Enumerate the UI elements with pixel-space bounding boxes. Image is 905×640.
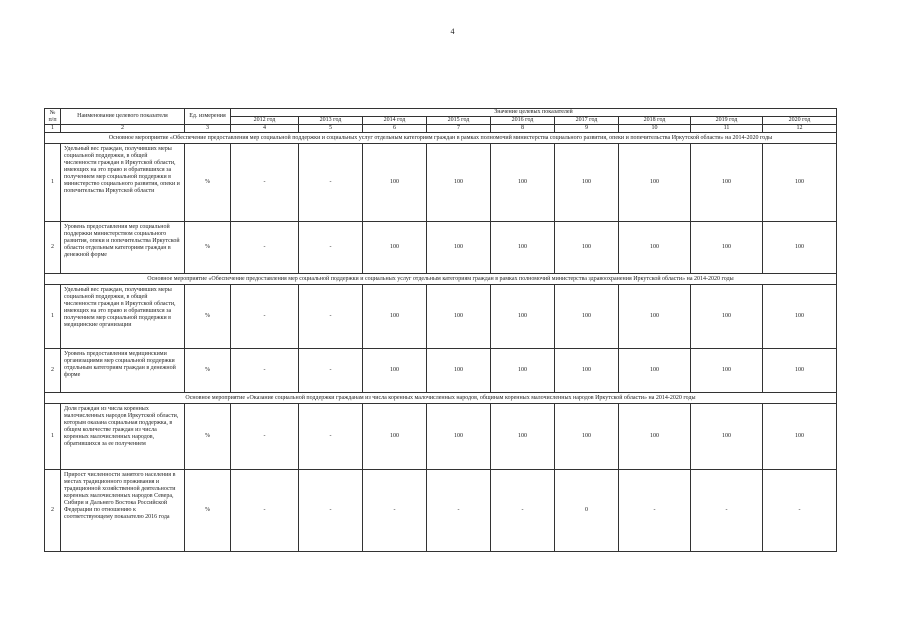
value-cell: -	[299, 404, 363, 470]
value-cell: 100	[619, 349, 691, 393]
column-number: 5	[299, 125, 363, 133]
indicator-name: Удельный вес граждан, получивших меры социальной поддержки, в общей численности граждан в Иркутской области, имеющих на это право и обратившихся за получением мер социальной поддержки в министерство социального развития, опеки и попечительства Иркутской области	[61, 144, 185, 222]
section-title: Основное мероприятие «Обеспечение предоставления мер социальной поддержки и социальных услуг отдельным категориям граждан в рамках полномочий министерства социального развития, опеки и попечительства Иркутской области» на 2014-2020 годы	[45, 133, 837, 144]
header-year: 2018 год	[619, 117, 691, 125]
value-cell: 100	[691, 404, 763, 470]
page-number: 4	[450, 27, 455, 36]
value-cell: 0	[555, 470, 619, 552]
value-cell: 100	[763, 144, 837, 222]
unit-cell: %	[185, 144, 231, 222]
header-name: Наименование целевого показателя	[61, 109, 185, 125]
header-year: 2013 год	[299, 117, 363, 125]
table-row	[45, 285, 837, 349]
value-cell: -	[299, 222, 363, 274]
value-cell: -	[231, 470, 299, 552]
header-values: Значение целевых показателей	[231, 109, 837, 117]
value-cell: 100	[491, 144, 555, 222]
value-cell: 100	[491, 285, 555, 349]
value-cell: 100	[491, 349, 555, 393]
column-number: 11	[691, 125, 763, 133]
header-year: 2012 год	[231, 117, 299, 125]
value-cell: 100	[763, 404, 837, 470]
indicator-name: Уровень предоставления медицинскими организациями мер социальной поддержки отдельным категориям граждан в денежной форме	[61, 349, 185, 393]
value-cell: -	[691, 470, 763, 552]
section-row	[45, 133, 837, 144]
value-cell: 100	[555, 144, 619, 222]
value-cell: -	[619, 470, 691, 552]
row-number: 1	[45, 404, 61, 470]
value-cell: 100	[763, 349, 837, 393]
column-number: 7	[427, 125, 491, 133]
value-cell: -	[299, 349, 363, 393]
column-number: 8	[491, 125, 555, 133]
value-cell: 100	[555, 222, 619, 274]
value-cell: 100	[427, 222, 491, 274]
value-cell: 100	[619, 404, 691, 470]
value-cell: 100	[619, 144, 691, 222]
value-cell: 100	[363, 285, 427, 349]
row-number: 2	[45, 349, 61, 393]
header-year: 2017 год	[555, 117, 619, 125]
row-number: 2	[45, 222, 61, 274]
row-number: 1	[45, 285, 61, 349]
value-cell: 100	[619, 222, 691, 274]
header-unit: Ед. измерения	[185, 109, 231, 125]
value-cell: -	[231, 349, 299, 393]
indicator-name: Удельный вес граждан, получивших меры социальной поддержки, в общей численности граждан в Иркутской области, имеющих на это право и обратившихся за получением мер социальной поддержки в медицинские организации	[61, 285, 185, 349]
value-cell: 100	[691, 285, 763, 349]
column-number: 1	[45, 125, 61, 133]
column-number: 4	[231, 125, 299, 133]
value-cell: 100	[555, 285, 619, 349]
unit-cell: %	[185, 404, 231, 470]
header-year: 2016 год	[491, 117, 555, 125]
value-cell: -	[491, 470, 555, 552]
value-cell: 100	[691, 349, 763, 393]
unit-cell: %	[185, 285, 231, 349]
value-cell: -	[427, 470, 491, 552]
header-year: 2014 год	[363, 117, 427, 125]
table-row	[45, 404, 837, 470]
table-row	[45, 349, 837, 393]
value-cell: 100	[427, 349, 491, 393]
value-cell: -	[231, 144, 299, 222]
value-cell: -	[763, 470, 837, 552]
section-title: Основное мероприятие «Обеспечение предоставления мер социальной поддержки и социальных услуг отдельным категориям граждан в рамках полномочий министерства здравоохранения Иркутской области» на 2014-2020 годы	[45, 274, 837, 285]
indicator-name: Уровень предоставления мер социальной поддержки министерством социального развития, опеки и попечительства Иркутской области отдельным категориям граждан в денежной форме	[61, 222, 185, 274]
section-title: Основное мероприятие «Оказание социальной поддержки гражданам из числа коренных малочисленных народов, общинам коренных малочисленных народов Иркутской области» на 2014-2020 годы	[45, 393, 837, 404]
value-cell: -	[231, 222, 299, 274]
value-cell: -	[363, 470, 427, 552]
unit-cell: %	[185, 349, 231, 393]
value-cell: -	[299, 285, 363, 349]
value-cell: -	[231, 285, 299, 349]
column-number: 3	[185, 125, 231, 133]
row-number: 2	[45, 470, 61, 552]
header-year: 2019 год	[691, 117, 763, 125]
table-row	[45, 222, 837, 274]
value-cell: 100	[363, 144, 427, 222]
value-cell: 100	[363, 222, 427, 274]
table-row	[45, 144, 837, 222]
value-cell: 100	[763, 222, 837, 274]
value-cell: 100	[363, 349, 427, 393]
value-cell: -	[231, 404, 299, 470]
value-cell: 100	[555, 404, 619, 470]
indicator-name: Прирост численности занятого населения в местах традиционного проживания и традиционной хозяйственной деятельности коренных малочисленных народов Севера, Сибири и Дальнего Востока Российской Федерации по отношению к соответствующему показателю 2016 года	[61, 470, 185, 552]
value-cell: 100	[427, 404, 491, 470]
section-row	[45, 274, 837, 285]
value-cell: -	[299, 470, 363, 552]
value-cell: 100	[619, 285, 691, 349]
column-number: 10	[619, 125, 691, 133]
target-indicators-table	[44, 108, 837, 552]
header-year: 2020 год	[763, 117, 837, 125]
section-row	[45, 393, 837, 404]
header-year: 2015 год	[427, 117, 491, 125]
row-number: 1	[45, 144, 61, 222]
column-number: 9	[555, 125, 619, 133]
value-cell: 100	[363, 404, 427, 470]
column-number: 6	[363, 125, 427, 133]
value-cell: 100	[491, 404, 555, 470]
column-number: 12	[763, 125, 837, 133]
header-no: № п/п	[45, 109, 61, 125]
value-cell: 100	[491, 222, 555, 274]
indicator-name: Доля граждан из числа коренных малочисленных народов Иркутской области, которым оказана социальная поддержка, в общем количестве граждан из числа коренных малочисленных народов, обратившихся за ее получением	[61, 404, 185, 470]
unit-cell: %	[185, 222, 231, 274]
value-cell: 100	[427, 144, 491, 222]
column-numbers-row	[45, 125, 837, 133]
value-cell: 100	[427, 285, 491, 349]
value-cell: -	[299, 144, 363, 222]
value-cell: 100	[763, 285, 837, 349]
value-cell: 100	[691, 222, 763, 274]
table-row	[45, 470, 837, 552]
column-number: 2	[61, 125, 185, 133]
unit-cell: %	[185, 470, 231, 552]
value-cell: 100	[691, 144, 763, 222]
value-cell: 100	[555, 349, 619, 393]
